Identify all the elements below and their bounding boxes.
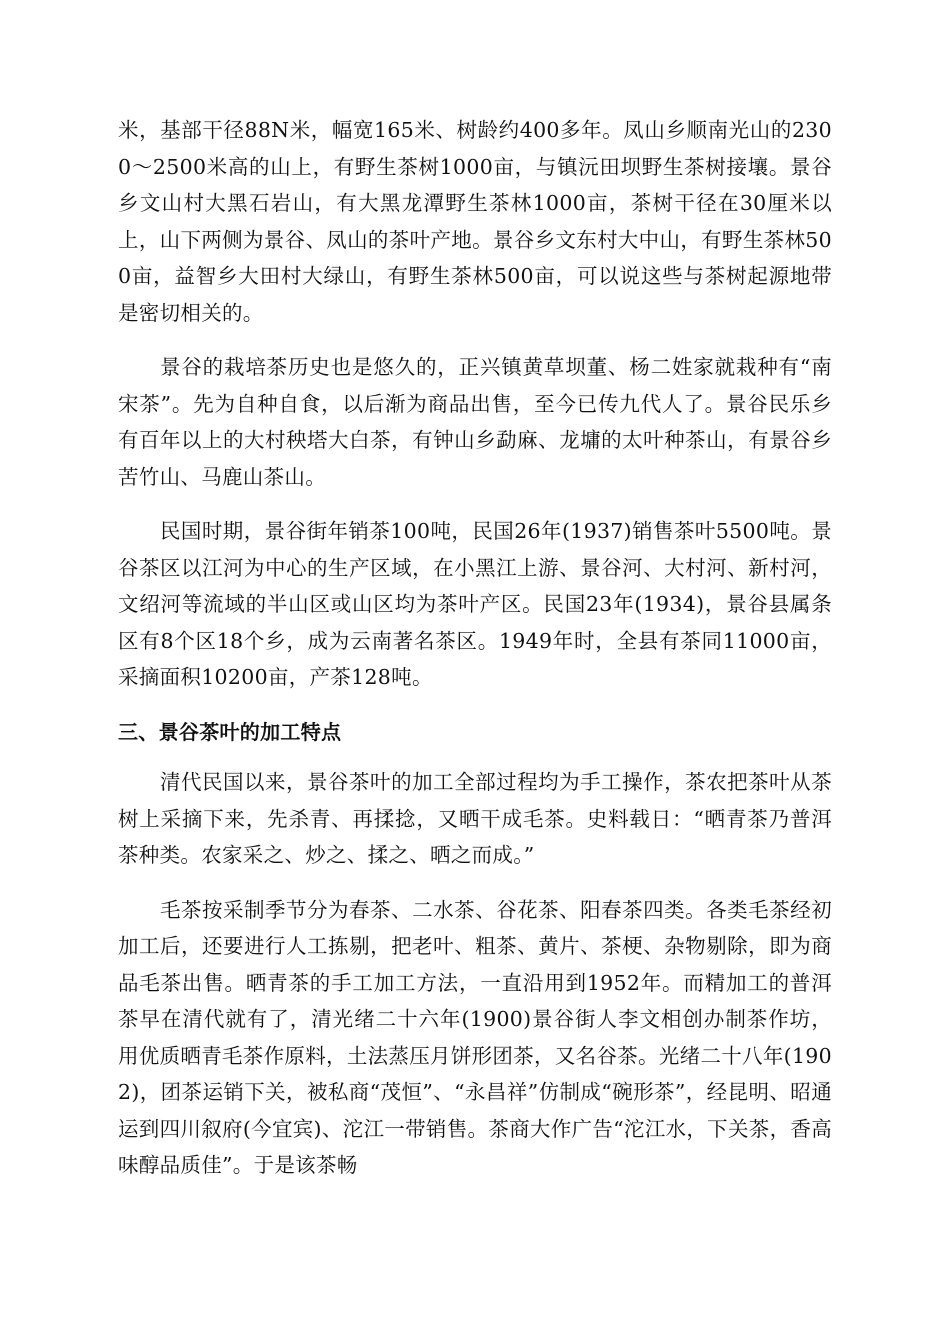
paragraph-maocha-seasons: 毛茶按采制季节分为春茶、二水茶、谷花茶、阳春茶四类。各类毛茶经初加工后，还要进行人工拣剔，把老叶、粗茶、黄片、茶梗、杂物剔除，即为商品毛茶出售。晒青茶的手工加工方法，一直沿用到1952年。而精加工的普洱茶早在清代就有了，清光绪二十六年(1900)景谷街人李文相创办制茶作坊，用优质晒青毛茶作原料，土法蒸压月饼形团茶，又名谷茶。光绪二十八年(1902)，团茶运销下关，被私商“茂恒”、“永昌祥”仿制成“碗形茶”，经昆明、昭通运到四川叙府(今宜宾)、沱江一带销售。茶商大作广告“沱江水，下关茶，香高味醇品质佳”。于是该茶畅 xyxy=(118,897,832,1177)
section-heading: 三、景谷茶叶的加工特点 xyxy=(118,719,342,744)
paragraph-wild-tea-forests: 米，基部干径88N米，幅宽165米、树龄约400多年。凤山乡顺南光山的2300～2500米高的山上，有野生茶树1000亩，与镇沅田坝野生茶树接壤。景谷乡文山村大黑石岩山，有大黑龙潭野生茶林1000亩，茶树干径在30厘米以上，山下两侧为景谷、凤山的茶叶产地。景谷乡文东村大中山，有野生茶林500亩，益智乡大田村大绿山，有野生茶林500亩，可以说这些与茶树起源地带是密切相关的。 xyxy=(118,118,832,325)
paragraph-republic-era-production: 民国时期，景谷街年销茶100吨，民国26年(1937)销售茶叶5500吨。景谷茶区以江河为中心的生产区域，在小黑江上游、景谷河、大村河、新村河，文绍河等流域的半山区或山区均为茶叶产区。民国23年(1934)，景谷县属条区有8个区18个乡，成为云南著名茶区。1949年时，全县有茶同11000亩，采摘面积10200亩，产茶128吨。 xyxy=(118,519,832,689)
document-page xyxy=(118,112,832,1202)
paragraph-cultivated-tea-history: 景谷的栽培茶历史也是悠久的，正兴镇黄草坝董、杨二姓家就栽种有“南宋茶”。先为自种自食，以后渐为商品出售，至今已传九代人了。景谷民乐乡有百年以上的大村秧塔大白茶，有钟山乡勐麻、龙墉的太叶种茶山，有景谷乡苦竹山、马鹿山茶山。 xyxy=(118,355,832,489)
paragraph-handmade-processing: 清代民国以来，景谷茶叶的加工全部过程均为手工操作，茶农把茶叶从茶树上采摘下来，先杀青、再揉捻，又晒干成毛茶。史料载日：“晒青茶乃普洱茶种类。农家采之、炒之、揉之、晒之而成。” xyxy=(118,770,832,867)
